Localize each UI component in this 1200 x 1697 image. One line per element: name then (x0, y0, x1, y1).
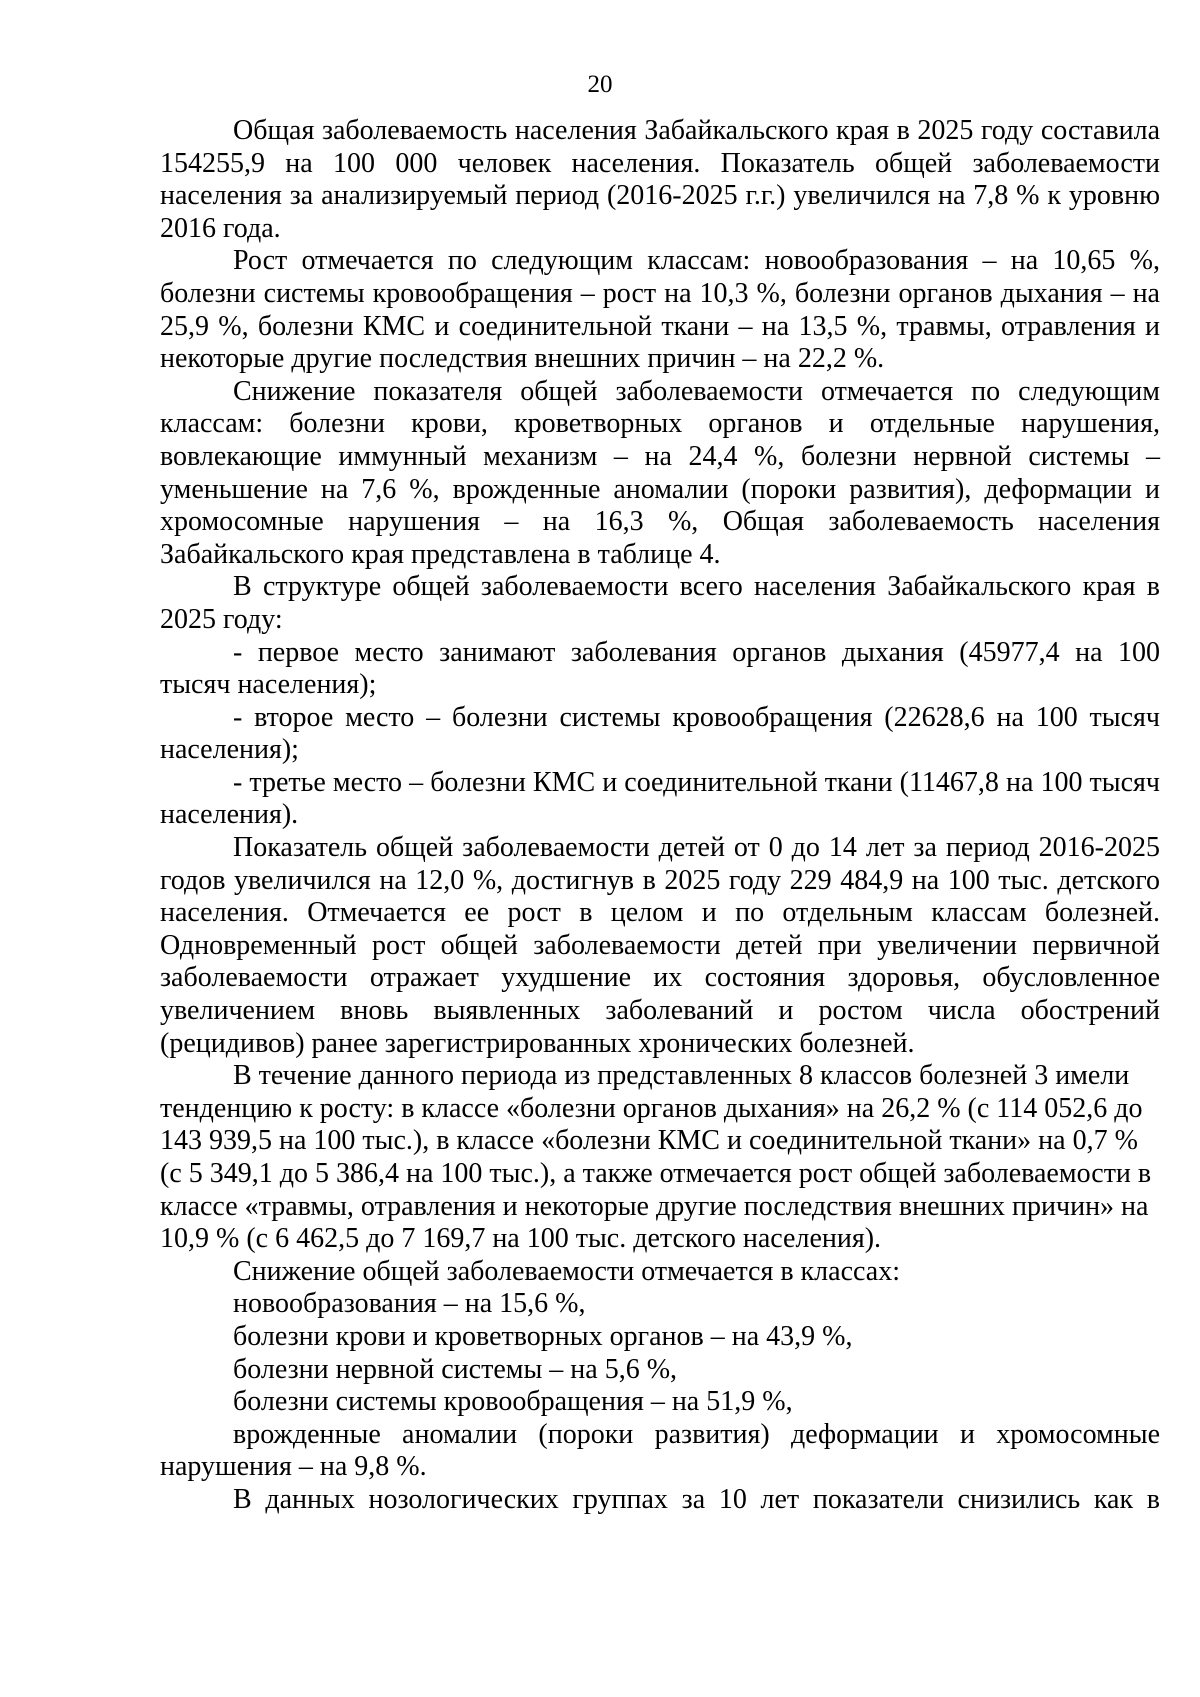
paragraph-growth-classes: Рост отмечается по следующим классам: новообразования – на 10,65 %, болезни системы кровообращения – рост на 10,3 %, болезни органов дыхания – на 25,9 %, болезни КМС и соединительной ткани – на 13,5 %, травмы, отравления и некоторые другие последствия внешних причин – на 22,2 %. (160, 245, 1160, 375)
paragraph-decrease-intro: Снижение общей заболеваемости отмечается в классах: (233, 1255, 900, 1287)
paragraph-general-morbidity: Общая заболеваемость населения Забайкальского края в 2025 году составила 154255,9 на 100 000 человек населения. Показатель общей заболеваемости населения за анализируемый период (2016-2025 г.г.) увеличился на 7,8 % к уровню 2016 года. (160, 115, 1160, 244)
paragraph-structure-intro: В структуре общей заболеваемости всего населения Забайкальского края в 2025 году: (160, 571, 1160, 635)
list-item-decrease: болезни нервной системы – на 5,6 %, (233, 1353, 678, 1385)
list-item-first-place: - первое место занимают заболевания органов дыхания (45977,4 на 100 тысяч населения); (160, 636, 1160, 701)
page-number: 20 (587, 71, 613, 98)
paragraph-children-morbidity: Показатель общей заболеваемости детей от 0 до 14 лет за период 2016-2025 годов увеличился на 12,0 %, достигнув в 2025 году 229 484,9 на 100 тыс. детского населения. Отмечается ее рост в целом и по отдельным классам болезней. Одновременный рост общей заболеваемости детей при увеличении первичной заболеваемости отражает ухудшение их состояния здоровья, обусловленное увеличением вновь выявленных заболеваний и ростом числа обострений (рецидивов) ранее зарегистрированных хронических болезней. (160, 832, 1160, 1059)
paragraph-decline-classes: Снижение показателя общей заболеваемости отмечается по следующим классам: болезни крови, кроветворных органов и отдельные нарушения, вовлекающие иммунный механизм – на 24,4 %, болезни нервной системы – уменьшение на 7,6 %, врожденные аномалии (пороки развития), деформации и хромосомные нарушения – на 16,3 %, Общая заболеваемость населения Забайкальского края представлена в таблице 4. (160, 375, 1160, 570)
list-item-decrease: болезни системы кровообращения – на 51,9 %, (233, 1386, 793, 1418)
list-item-decrease-anomalies: врожденные аномалии (пороки развития) деформации и хромосомные нарушения – на 9,8 %. (160, 1418, 1160, 1483)
list-item-second-place: - второе место – болезни системы кровообращения (22628,6 на 100 тысяч населения); (160, 701, 1160, 766)
list-item-decrease: новообразования – на 15,6 %, (233, 1288, 586, 1320)
list-item-decrease: болезни крови и кроветворных органов – на 43,9 %, (233, 1320, 853, 1352)
list-item-third-place: - третье место – болезни КМС и соединительной ткани (11467,8 на 100 тысяч населения). (160, 766, 1160, 831)
paragraph-period-trend: В течение данного периода из представленных 8 классов болезней 3 имели тенденцию к росту: в классе «болезни органов дыхания» на 26,2 % (с 114 052,6 до 143 939,5 на 100 тыс.), в классе «болезни КМС и соединительной ткани» на 0,7 % (с 5 349,1 до 5 386,4 на 100 тыс.), а также отмечается рост общей заболеваемости в классе «травмы, отравления и некоторые другие последствия внешних причин» на 10,9 % (с 6 462,5 до 7 169,7 на 100 тыс. детского населения). (160, 1060, 1152, 1255)
document-body (160, 115, 1160, 1517)
paragraph-final: В данных нозологических группах за 10 лет показатели снизились как в (233, 1483, 1160, 1515)
